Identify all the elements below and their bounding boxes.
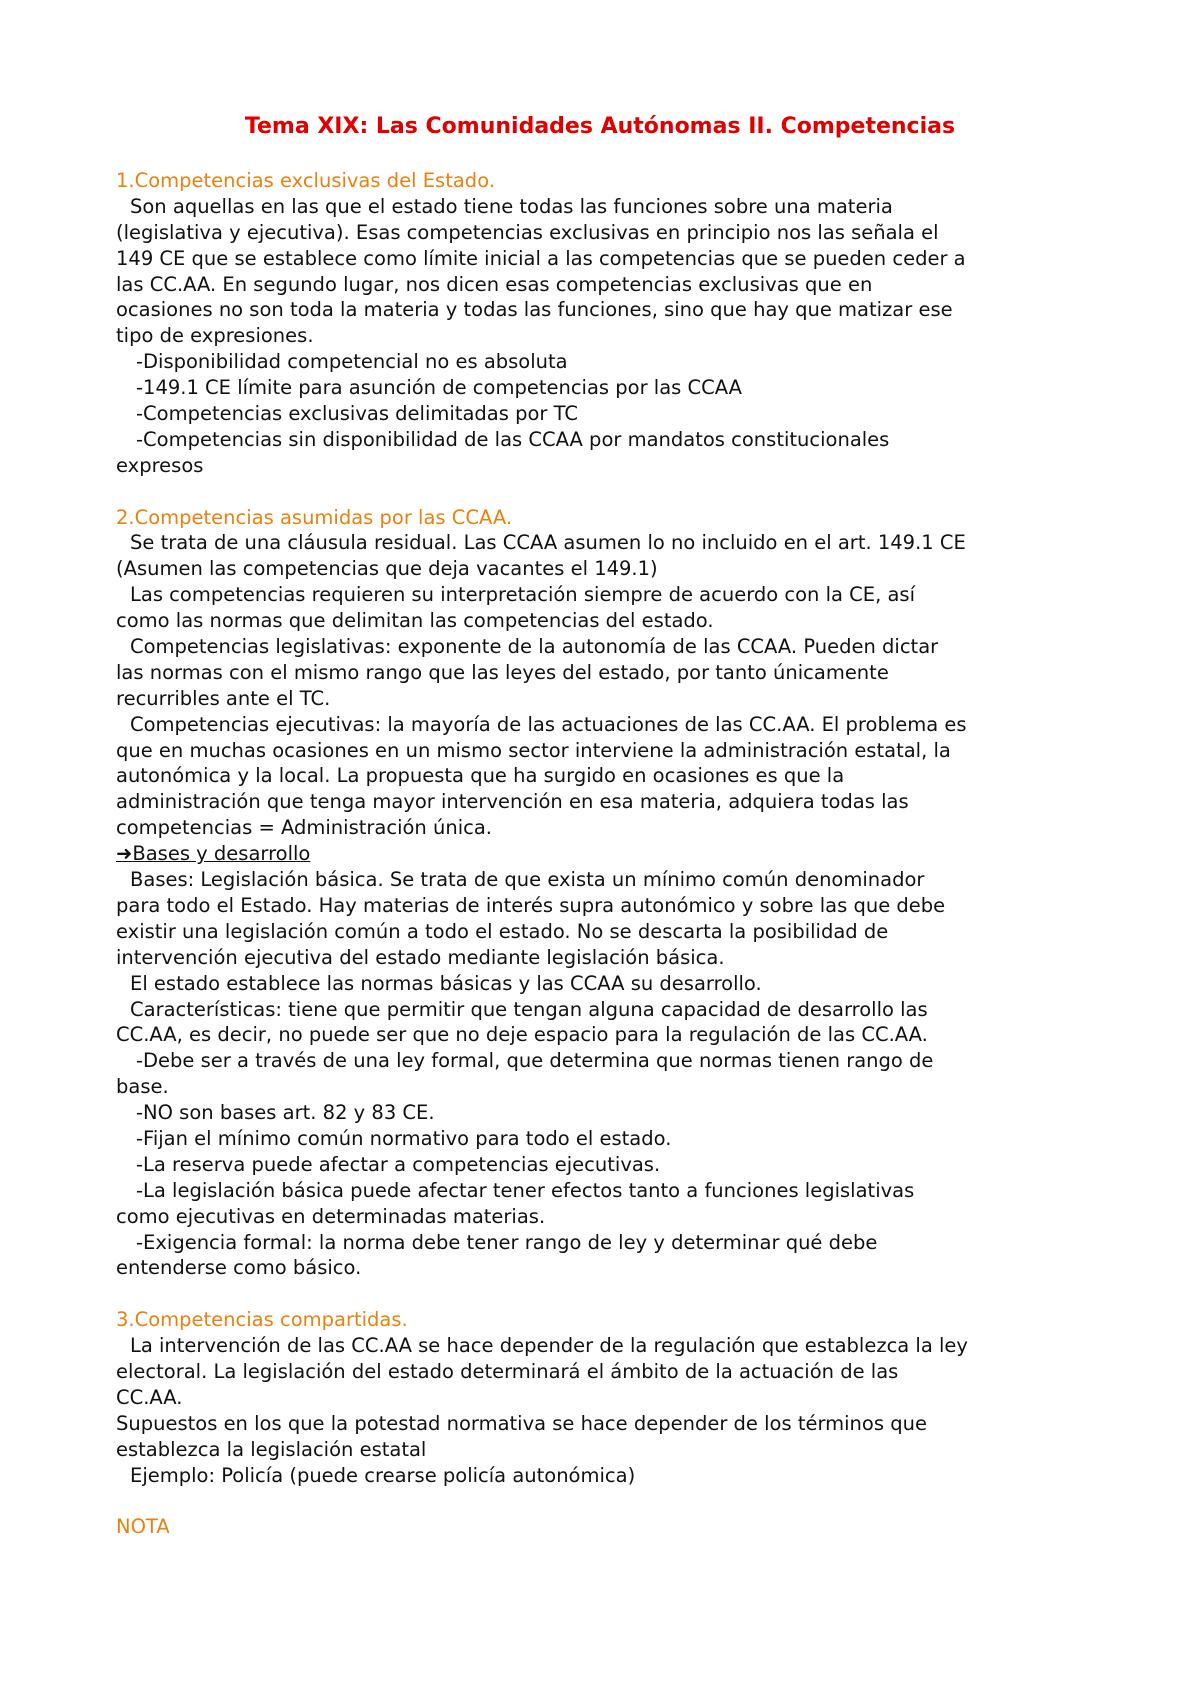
list-item: -NO son bases art. 82 y 83 CE. <box>136 1101 435 1125</box>
paragraph-line: El estado establece las normas básicas y las CCAA su desarrollo. <box>130 971 762 995</box>
paragraph-line: ocasiones no son toda la materia y todas las funciones, sino que hay que matizar ese <box>116 298 953 322</box>
list-item: -La reserva puede afectar a competencias ejecutivas. <box>136 1152 661 1176</box>
paragraph-line: administración que tenga mayor intervención en esa materia, adquiera todas las <box>116 790 909 814</box>
list-item: -Fijan el mínimo común normativo para todo el estado. <box>136 1126 672 1150</box>
paragraph-line: Son aquellas en las que el estado tiene todas las funciones sobre una materia <box>130 194 893 218</box>
list-item: -Exigencia formal: la norma debe tener rango de ley y determinar qué debe <box>136 1230 878 1254</box>
paragraph-line: Características: tiene que permitir que tengan alguna capacidad de desarrollo las <box>130 997 928 1021</box>
subheading-bases-y-desarrollo: ➜Bases y desarrollo <box>116 842 311 866</box>
paragraph-line: Las competencias requieren su interpretación siempre de acuerdo con la CE, así <box>130 583 916 607</box>
note-heading: NOTA <box>116 1515 170 1539</box>
section-3-heading: 3.Competencias compartidas. <box>116 1308 408 1332</box>
list-item: -Competencias sin disponibilidad de las CCAA por mandatos constitucionales <box>136 427 890 451</box>
paragraph-line: (legislativa y ejecutiva). Esas competencias exclusivas en principio nos las señala el <box>116 220 939 244</box>
paragraph-line: Competencias legislativas: exponente de la autonomía de las CCAA. Pueden dictar <box>130 635 939 659</box>
document-body <box>116 168 1096 1540</box>
paragraph-line: existir una legislación común a todo el estado. No se descarta la posibilidad de <box>116 919 889 943</box>
paragraph-line: 149 CE que se establece como límite inicial a las competencias que se pueden ceder a <box>116 246 966 270</box>
paragraph-line: Supuestos en los que la potestad normativa se hace depender de los términos que <box>116 1411 927 1435</box>
list-item: -Disponibilidad competencial no es absoluta <box>136 350 568 374</box>
paragraph-line: autonómica y la local. La propuesta que ha surgido en ocasiones es que la <box>116 764 845 788</box>
spacer <box>116 1281 1096 1307</box>
paragraph-line: base. <box>116 1075 169 1099</box>
section-2-heading: 2.Competencias asumidas por las CCAA. <box>116 505 513 529</box>
paragraph-line: (Asumen las competencias que deja vacantes el 149.1) <box>116 557 658 581</box>
paragraph-line: Ejemplo: Policía (puede crearse policía autonómica) <box>130 1463 636 1487</box>
paragraph-line: Se trata de una cláusula residual. Las CCAA asumen lo no incluido en el art. 149.1 CE <box>130 531 966 555</box>
paragraph-line: Bases: Legislación básica. Se trata de que exista un mínimo común denominador <box>130 868 925 892</box>
paragraph-line: electoral. La legislación del estado determinará el ámbito de la actuación de las <box>116 1359 899 1383</box>
paragraph-line: para todo el Estado. Hay materias de interés supra autonómico y sobre las que debe <box>116 893 946 917</box>
paragraph-line: intervención ejecutiva del estado mediante legislación básica. <box>116 945 725 969</box>
paragraph-line: tipo de expresiones. <box>116 324 314 348</box>
paragraph-line: entenderse como básico. <box>116 1256 362 1280</box>
paragraph-line: CC.AA, es decir, no puede ser que no deje espacio para la regulación de las CC.AA. <box>116 1023 928 1047</box>
list-item: -149.1 CE límite para asunción de competencias por las CCAA <box>136 376 742 400</box>
paragraph-line: como ejecutivas en determinadas materias. <box>116 1204 546 1228</box>
paragraph-line: La intervención de las CC.AA se hace depender de la regulación que establezca la ley <box>130 1334 968 1358</box>
paragraph-line: como las normas que delimitan las competencias del estado. <box>116 609 714 633</box>
spacer <box>116 479 1096 505</box>
paragraph-line: expresos <box>116 453 204 477</box>
spacer <box>116 1488 1096 1514</box>
list-item: -La legislación básica puede afectar tener efectos tanto a funciones legislativas <box>136 1178 915 1202</box>
paragraph-line: competencias = Administración única. <box>116 816 492 840</box>
paragraph-line: establezca la legislación estatal <box>116 1437 427 1461</box>
page-title: Tema XIX: Las Comunidades Autónomas II. Competencias <box>244 114 956 139</box>
paragraph-line: que en muchas ocasiones en un mismo sector interviene la administración estatal, la <box>116 738 951 762</box>
paragraph-line: las normas con el mismo rango que las leyes del estado, por tanto únicamente <box>116 660 889 684</box>
section-1-heading: 1.Competencias exclusivas del Estado. <box>116 169 495 192</box>
paragraph-line: Competencias ejecutivas: la mayoría de las actuaciones de las CC.AA. El problema es <box>130 712 967 736</box>
paragraph-line: recurribles ante el TC. <box>116 686 331 710</box>
paragraph-line: CC.AA. <box>116 1385 183 1409</box>
list-item: -Debe ser a través de una ley formal, que determina que normas tienen rango de <box>136 1049 934 1073</box>
paragraph-line: las CC.AA. En segundo lugar, nos dicen esas competencias exclusivas que en <box>116 272 873 296</box>
list-item: -Competencias exclusivas delimitadas por TC <box>136 402 578 426</box>
